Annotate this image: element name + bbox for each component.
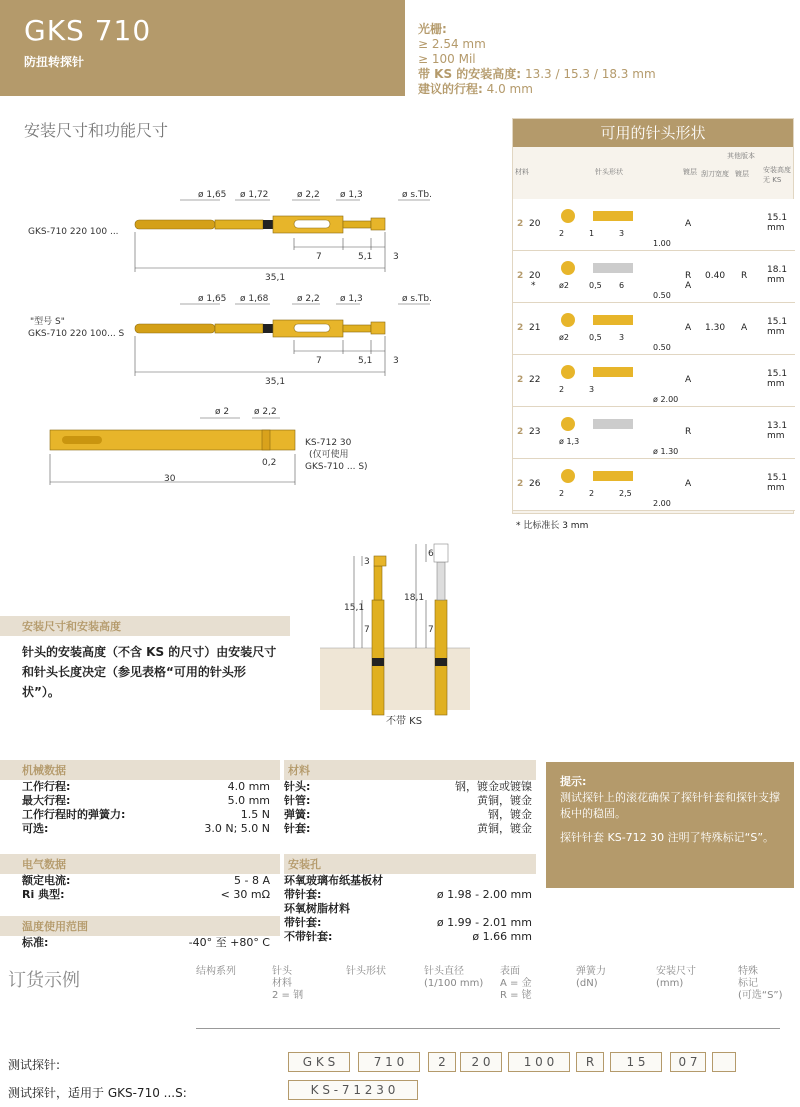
th-plating: 镀层 (683, 168, 697, 176)
tip-dim: 3 (619, 333, 625, 342)
data-row (284, 780, 532, 794)
tip-row (513, 199, 795, 251)
tip-shape-side (593, 367, 633, 377)
tip-table-header (513, 147, 795, 199)
tip-height: 15.1 mm (767, 317, 788, 337)
tip-note-text-2: 探针针套 KS-712 30 注明了特殊标记“S”。 (560, 831, 775, 844)
electrical-title: 电气数据 (0, 854, 280, 874)
order-row2-label: 测试探针，适用于 GKS-710 ...S: (8, 1086, 187, 1100)
order-code-box: 1 5 (610, 1052, 662, 1072)
data-row (284, 916, 532, 930)
order-col (576, 966, 606, 990)
data-row (22, 936, 270, 950)
data-value: 黄铜，镀金 (477, 794, 532, 807)
th-other: 其他版本 (727, 152, 755, 160)
data-row (22, 794, 270, 808)
data-label: 针头: (284, 780, 311, 793)
left-probe (372, 600, 384, 715)
tip-height: 15.1 mm (767, 213, 788, 233)
travel-value: 4.0 mm (486, 82, 533, 96)
data-label: 环氧玻璃布纸基板材 (284, 874, 383, 887)
tip-table-title: 可用的针头形状 (513, 119, 793, 147)
left-h-3: 7 (364, 625, 370, 635)
tip-code: 20 (529, 219, 541, 229)
drawing-1 (28, 190, 432, 283)
tip-dim: 0,5 (589, 333, 602, 342)
d3-note-2: (仅可使用 (309, 450, 349, 460)
order-code-box: R (576, 1052, 604, 1072)
order-col-l1: 弹簧力 (576, 966, 606, 977)
data-row (22, 808, 270, 822)
tip-plating: A (685, 479, 692, 489)
tip-material: 2 (517, 219, 524, 229)
data-label: Ri 典型: (22, 888, 65, 901)
data-value: -40° 至 +80° C (188, 936, 270, 949)
tip-plating: R (685, 427, 692, 437)
tip-code: 21 (529, 323, 541, 333)
right-probe (435, 600, 447, 715)
tip-plating2: R (741, 271, 748, 281)
data-value: < 30 mΩ (220, 888, 270, 901)
grid-value-2: ≥ 100 Mil (418, 52, 476, 66)
tip-footnote: * 比标准长 3 mm (516, 521, 589, 531)
holes-title: 安装孔 (284, 854, 536, 874)
data-label: 弹簧: (284, 808, 311, 821)
probe-drawings (0, 140, 500, 560)
holes-section (284, 854, 536, 944)
tip-dim: 2 (589, 489, 595, 498)
header-banner (0, 0, 405, 96)
order-col-l2: (mm) (656, 978, 684, 989)
d2-dim-2: ø 1,68 (240, 294, 269, 304)
materials-section (284, 760, 536, 836)
order-col-l1: 针头直径 (424, 966, 464, 977)
order-col-l3: (可选“S”) (738, 990, 783, 1001)
tip-row (513, 251, 795, 303)
data-label: 环氧树脂材料 (284, 902, 350, 915)
d3-inset: 0,2 (262, 458, 277, 468)
order-col-l3: 2 = 钢 (272, 990, 304, 1001)
d1-dim-5: ø s.Tb. (402, 190, 432, 200)
order-code-box: G K S (288, 1052, 350, 1072)
tip-cut: 0.40 (705, 271, 726, 281)
board (320, 648, 470, 710)
order-col-l3: R = 铑 (500, 990, 532, 1001)
order-col (346, 966, 386, 978)
tip-material: 2 (517, 375, 524, 385)
d2-len-1: 7 (316, 356, 322, 366)
d3-note-1: KS-712 30 (305, 438, 352, 448)
tip-height: 13.1 mm (767, 421, 788, 441)
tip-scale: 1.00 (653, 239, 671, 248)
order-col-l2: (1/100 mm) (424, 978, 484, 989)
order-col-l2: 材料 (272, 978, 292, 989)
tip-scale: ø 1.30 (653, 447, 679, 456)
order-columns (0, 966, 800, 1016)
data-row (284, 874, 532, 888)
tip-dim: 3 (589, 385, 595, 394)
tip-row (513, 407, 795, 459)
tip-plating2: A (741, 323, 748, 333)
data-row (284, 930, 532, 944)
order-col (196, 966, 236, 978)
data-row (22, 822, 270, 836)
d3-dim-1: ø 2 (215, 407, 230, 417)
d1-knurl (263, 220, 273, 229)
tip-shape-side (593, 419, 633, 429)
order-col (656, 966, 696, 990)
tip-note-text-1: 测试探针上的滚花确保了探针针套和探针支撑板中的稳固。 (560, 791, 780, 820)
right-h-3: 7 (428, 625, 434, 635)
d2-dim-3: ø 2,2 (297, 294, 320, 304)
right-h-1: 6 (428, 549, 434, 559)
order-code-box: 7 1 0 (358, 1052, 420, 1072)
data-label: 针套: (284, 822, 311, 835)
tip-height: 18.1 mm (767, 265, 788, 285)
order-row2-code: K S - 7 1 2 3 0 (288, 1080, 418, 1100)
order-col-l1: 针头 (272, 966, 292, 977)
d1-model: GKS-710 220 100 ... (28, 227, 119, 237)
data-label: 不带针套: (284, 930, 333, 943)
right-h-2: 18,1 (404, 593, 425, 603)
data-row (22, 888, 270, 902)
tip-table (512, 118, 794, 514)
tip-dim: 2 (559, 385, 565, 394)
th-tip-shape: 针头形状 (595, 168, 623, 176)
tip-note (546, 762, 794, 888)
tip-dim: 1 (589, 229, 595, 238)
d1-tip (135, 220, 215, 229)
d1-dim-3: ø 2,2 (297, 190, 320, 200)
tip-material: 2 (517, 479, 524, 489)
tip-dim: ø 1,3 (559, 437, 580, 446)
data-row (284, 808, 532, 822)
order-col (272, 966, 303, 1002)
data-value: 黄铜，镀金 (477, 822, 532, 835)
dimensions-title: 安装尺寸和功能尺寸 (24, 121, 169, 140)
tip-row (513, 303, 795, 355)
grid-label: 光栅: (418, 22, 447, 36)
order-col-l2: 标记 (738, 978, 758, 989)
tip-height: 15.1 mm (767, 369, 788, 389)
install-section (0, 616, 290, 702)
data-label: 针管: (284, 794, 311, 807)
d1-dim-1: ø 1,65 (198, 190, 227, 200)
install-text: 针头的安装高度（不含 KS 的尺寸）由安装尺寸和针头长度决定（参见表格“可用的针头形状”）。 (22, 645, 277, 699)
data-row (284, 822, 532, 836)
th-plating2: 镀层 (735, 170, 749, 178)
data-row (284, 902, 532, 916)
order-code-box: 0 7 (670, 1052, 706, 1072)
order-code-box: 2 (428, 1052, 456, 1072)
tip-shape-icon (561, 261, 575, 275)
tip-material: 2 (517, 271, 524, 281)
electrical-section (0, 854, 280, 902)
install-title: 安装尺寸和安装高度 (0, 616, 290, 636)
th-height: 安装高度无 KS (763, 166, 791, 184)
tip-scale: ø 2.00 (653, 395, 679, 404)
tip-code: 22 (529, 375, 541, 385)
order-code-box: 1 0 0 (508, 1052, 570, 1072)
tip-row (513, 355, 795, 407)
tip-code: 26 (529, 479, 541, 489)
data-row (22, 874, 270, 888)
data-label: 标准: (22, 936, 49, 949)
tip-shape-icon (561, 469, 575, 483)
mechanical-title: 机械数据 (0, 760, 280, 780)
drawing-2 (28, 294, 432, 387)
order-row1-codes (0, 1052, 800, 1074)
tip-cut: 1.30 (705, 323, 726, 333)
temperature-title: 温度使用范围 (0, 916, 280, 936)
data-label: 最大行程: (22, 794, 71, 807)
tip-note-title: 提示: (560, 775, 587, 788)
d2-dim-5: ø s.Tb. (402, 294, 432, 304)
d2-len-2: 5,1 (358, 356, 373, 366)
order-col (500, 966, 532, 1002)
data-value: 钢，镀金或镀镍 (455, 780, 532, 793)
tip-code: 23 (529, 427, 541, 437)
tip-dim: 6 (619, 281, 625, 290)
temperature-section (0, 916, 280, 950)
d1-dim-4: ø 1,3 (340, 190, 363, 200)
data-row (284, 888, 532, 902)
travel-label: 建议的行程: (418, 82, 483, 96)
mount-drawing (320, 540, 480, 730)
data-value: 3.0 N; 5.0 N (204, 822, 270, 835)
th-cut: 刮刀宽度 (701, 170, 729, 178)
data-label: 带针套: (284, 916, 322, 929)
tip-dim: ø2 (559, 333, 569, 342)
tip-star: * (531, 281, 536, 291)
d3-length: 30 (164, 474, 176, 484)
data-label: 工作行程: (22, 780, 71, 793)
tip-scale: 0.50 (653, 291, 671, 300)
tip-shape-side (593, 471, 633, 481)
d1-dim-2: ø 1,72 (240, 190, 269, 200)
d2-len-3: 3 (393, 356, 399, 366)
data-value: 5 - 8 A (234, 874, 270, 887)
d1-len-3: 3 (393, 252, 399, 262)
left-h-1: 3 (364, 557, 370, 567)
d2-model-label: "型号 S" (30, 317, 65, 327)
tip-dim: ø2 (559, 281, 569, 290)
order-row1-label: 测试探针: (8, 1058, 61, 1072)
product-subtitle: 防扭转探针 (24, 55, 85, 69)
product-title: GKS 710 (24, 14, 152, 47)
order-col-l1: 安装尺寸 (656, 966, 696, 977)
order-col-l1: 结构系列 (196, 966, 236, 977)
tip-dim: 2 (559, 229, 565, 238)
drawing-3 (50, 407, 368, 485)
data-value: 4.0 mm (227, 780, 270, 793)
tip-shape-icon (561, 417, 575, 431)
install-height-label: 带 KS 的安装高度: (418, 67, 522, 81)
data-row (284, 794, 532, 808)
data-value: ø 1.98 - 2.00 mm (436, 888, 532, 901)
d1-total: 35,1 (265, 273, 286, 283)
d2-model: GKS-710 220 100... S (28, 329, 125, 339)
tip-material: 2 (517, 427, 524, 437)
order-col-l1: 针头形状 (346, 966, 386, 977)
data-row (22, 780, 270, 794)
tip-material: 2 (517, 323, 524, 333)
d2-dim-1: ø 1,65 (198, 294, 227, 304)
data-value: 钢，镀金 (488, 808, 532, 821)
tip-plating: A (685, 375, 692, 385)
data-label: 工作行程时的弹簧力: (22, 808, 126, 821)
tip-plating: R A (685, 271, 692, 291)
data-label: 额定电流: (22, 874, 71, 887)
data-value: 1.5 N (240, 808, 270, 821)
grid-value-1: ≥ 2.54 mm (418, 37, 486, 51)
d3-dim-2: ø 2,2 (254, 407, 277, 417)
tip-dim: 3 (619, 229, 625, 238)
tip-plating: A (685, 323, 692, 333)
tip-shape-icon (561, 313, 575, 327)
order-line (196, 1028, 780, 1029)
tip-row (513, 459, 795, 511)
tip-dim: 0,5 (589, 281, 602, 290)
tip-shape-side (593, 211, 633, 221)
tip-dim: 2,5 (619, 489, 632, 498)
tip-scale: 0.50 (653, 343, 671, 352)
install-height-value: 13.3 / 15.3 / 18.3 mm (524, 67, 656, 81)
tip-dim: 2 (559, 489, 565, 498)
order-col (738, 966, 783, 1002)
d2-total: 35,1 (265, 377, 286, 387)
d1-len-2: 5,1 (358, 252, 373, 262)
tip-shape-side (593, 263, 633, 273)
order-col-l1: 特殊 (738, 966, 758, 977)
data-value: 5.0 mm (227, 794, 270, 807)
tip-plating: A (685, 219, 692, 229)
order-code-box (712, 1052, 736, 1072)
spec-summary (418, 22, 656, 97)
order-col (424, 966, 483, 990)
tip-shape-icon (561, 365, 575, 379)
data-value: ø 1.66 mm (472, 930, 532, 943)
order-title: 订货示例 (8, 970, 80, 991)
data-value: ø 1.99 - 2.01 mm (436, 916, 532, 929)
order-col-l2: (dN) (576, 978, 598, 989)
mechanical-section (0, 760, 280, 836)
d1-len-1: 7 (316, 252, 322, 262)
order-col-l1: 表面 (500, 966, 520, 977)
order-col-l2: A = 金 (500, 978, 532, 989)
order-code-box: 2 0 (460, 1052, 502, 1072)
d2-dim-4: ø 1,3 (340, 294, 363, 304)
tip-shape-icon (561, 209, 575, 223)
th-material: 材料 (515, 168, 529, 176)
left-h-2: 15,1 (344, 603, 365, 613)
data-label: 可选: (22, 822, 49, 835)
mount-caption: 不带 KS (386, 716, 423, 727)
tip-code: 20 (529, 271, 541, 281)
materials-title: 材料 (284, 760, 536, 780)
tip-height: 15.1 mm (767, 473, 788, 493)
data-label: 带针套: (284, 888, 322, 901)
d1-barrel (215, 220, 263, 229)
tip-shape-side (593, 315, 633, 325)
tip-scale: 2.00 (653, 499, 671, 508)
d3-note-3: GKS-710 ... S) (305, 462, 368, 472)
